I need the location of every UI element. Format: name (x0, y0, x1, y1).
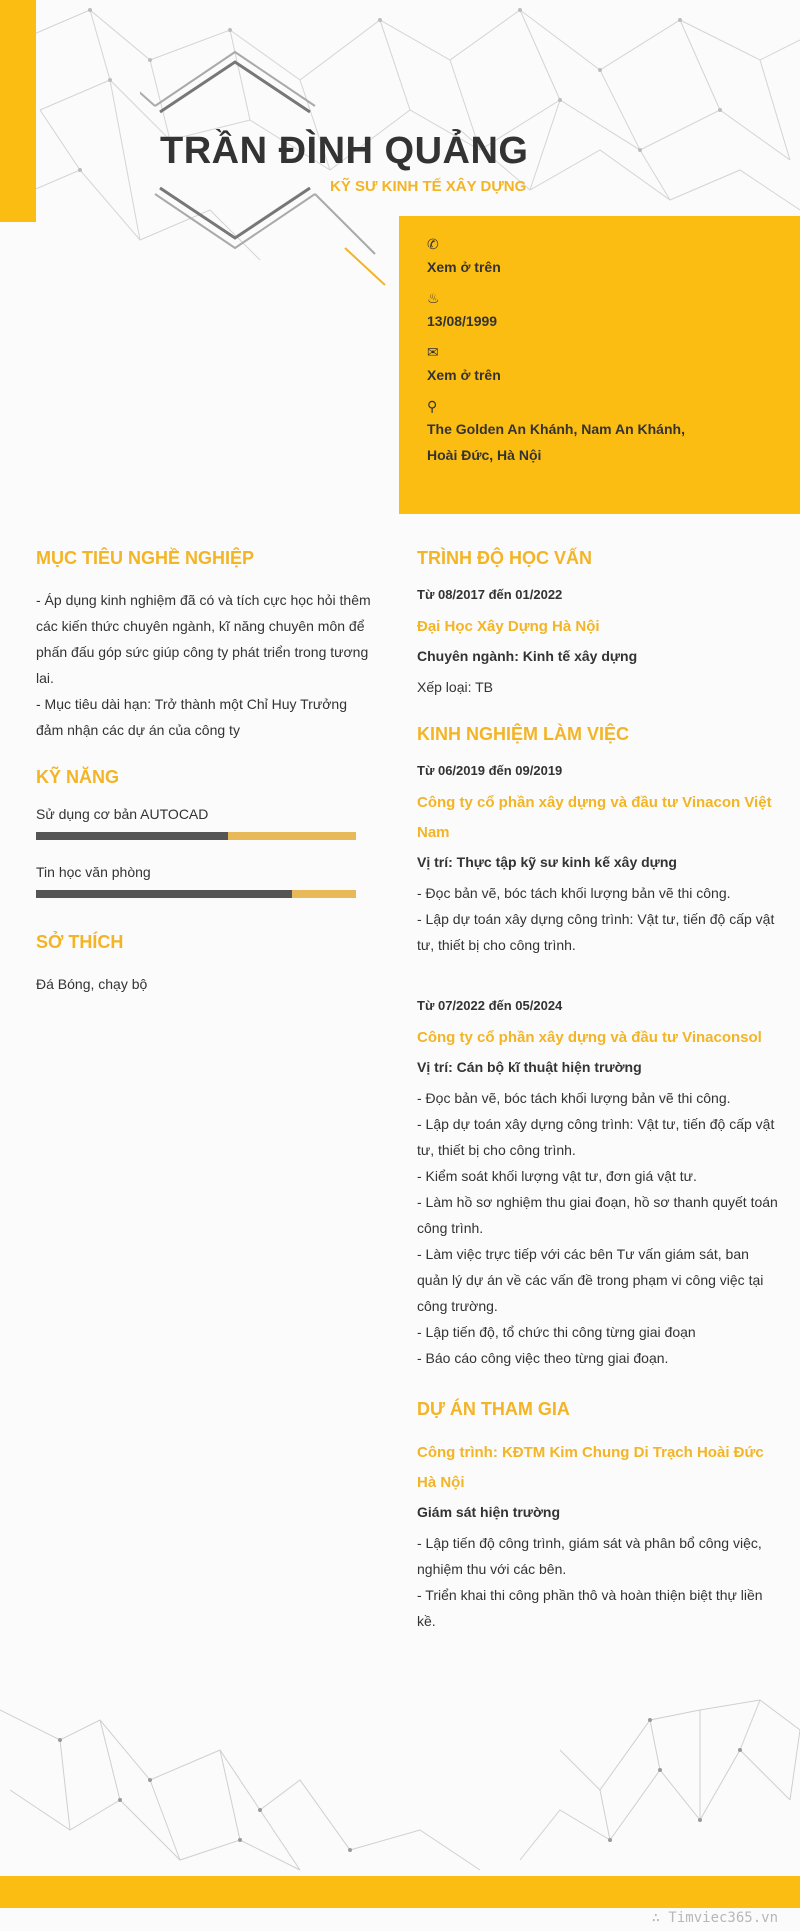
contact-birthday (427, 290, 772, 334)
job-duty: - Đọc bản vẽ, bóc tách khối lượng bản vẽ thi công. (417, 1090, 731, 1106)
career-objective-title: MỤC TIÊU NGHỀ NGHIỆP (36, 548, 255, 568)
skill-bar-fill (36, 890, 292, 898)
contact-box (399, 216, 800, 514)
skill-bar (36, 890, 356, 898)
phone-icon: ✆ (427, 236, 439, 252)
skill-name: Sử dụng cơ bản AUTOCAD (36, 806, 209, 822)
candidate-name: TRẦN ĐÌNH QUẢNG (160, 130, 529, 172)
education-title: TRÌNH ĐỘ HỌC VẤN (417, 548, 592, 568)
footer-accent-bar (0, 1876, 800, 1908)
job-duty: - Lập dự toán xây dựng công trình: Vật tư, tiến độ cấp vật tư, thiết bị cho công trình. (417, 1116, 775, 1158)
experience-title: KINH NGHIỆM LÀM VIỆC (417, 724, 630, 744)
job-position: Vị trí: Cán bộ kĩ thuật hiện trường (417, 1059, 642, 1075)
skills-title: KỸ NĂNG (36, 767, 120, 787)
job-duty: - Lập dự toán xây dựng công trình: Vật tư, tiến độ cấp vật tư, thiết bị cho công trình. (417, 911, 775, 953)
bottom-network-decoration (0, 1690, 800, 1880)
contact-phone (427, 236, 772, 280)
job-duty: - Làm việc trực tiếp với các bên Tư vấn giám sát, ban quản lý dự án về các vấn đề trong phạm vi công việc tại công trường. (417, 1246, 764, 1314)
skill-name: Tin học văn phòng (36, 864, 151, 880)
contact-email-value: Xem ở trên (427, 367, 501, 383)
job-title: KỸ SƯ KINH TẾ XÂY DỰNG (330, 178, 527, 195)
job-duty: - Lập tiến độ, tổ chức thi công từng giai đoạn (417, 1324, 696, 1340)
project-role: Giám sát hiện trường (417, 1504, 561, 1520)
job-position: Vị trí: Thực tập kỹ sư kinh kế xây dựng (417, 854, 677, 870)
job-duty: - Kiểm soát khối lượng vật tư, đơn giá vật tư. (417, 1168, 697, 1184)
education-grade: Xếp loại: TB (417, 679, 494, 695)
top-left-accent-bar (0, 0, 36, 222)
contact-email (427, 344, 772, 388)
contact-birthday-value: 13/08/1999 (427, 313, 498, 329)
project-duty: - Triển khai thi công phần thô và hoàn thiện biệt thự liền kề. (417, 1587, 763, 1629)
contact-phone-value: Xem ở trên (427, 259, 501, 275)
map-marker-icon: ⚲ (427, 398, 438, 414)
job-period: Từ 07/2022 đến 05/2024 (417, 998, 563, 1013)
job-duty: - Báo cáo công việc theo từng giai đoạn. (417, 1350, 669, 1366)
birthday-cake-icon: ♨ (427, 290, 440, 306)
career-objective-line: - Áp dụng kinh nghiệm đã có và tích cực học hỏi thêm các kiến thức chuyên ngành, kĩ năng chuyên môn để phấn đấu góp sức giúp công ty phát triển trong tương lai. (36, 592, 371, 686)
watermark: ∴ Timviec365.vn (651, 1910, 778, 1926)
contact-address (427, 398, 772, 468)
left-column (36, 548, 376, 997)
envelope-icon: ✉ (427, 344, 439, 360)
job-duty: - Đọc bản vẽ, bóc tách khối lượng bản vẽ thi công. (417, 885, 731, 901)
hobbies-title: SỞ THÍCH (36, 932, 124, 952)
education-period: Từ 08/2017 đến 01/2022 (417, 587, 563, 602)
projects-title: DỰ ÁN THAM GIA (417, 1399, 570, 1419)
education-school: Đại Học Xây Dựng Hà Nội (417, 618, 600, 635)
right-column (417, 548, 782, 1634)
skill-bar-fill (36, 832, 228, 840)
project-name: Công trình: KĐTM Kim Chung Di Trạch Hoài Đức Hà Nội (417, 1444, 764, 1491)
job-duty: - Làm hồ sơ nghiệm thu giai đoạn, hồ sơ thanh quyết toán công trình. (417, 1194, 778, 1236)
job-company: Công ty cổ phần xây dựng và đầu tư Vinaconsol (417, 1029, 762, 1046)
education-major: Chuyên ngành: Kinh tế xây dựng (417, 648, 638, 664)
skill-bar (36, 832, 356, 840)
project-duty: - Lập tiến độ công trình, giám sát và phân bổ công việc, nghiệm thu với các bên. (417, 1535, 762, 1577)
job-company: Công ty cổ phần xây dựng và đầu tư Vinacon Việt Nam (417, 794, 772, 841)
career-objective-line: - Mục tiêu dài hạn: Trở thành một Chỉ Huy Trưởng đảm nhận các dự án của công ty (36, 696, 347, 738)
hobbies-text: Đá Bóng, chạy bộ (36, 976, 148, 992)
job-period: Từ 06/2019 đến 09/2019 (417, 763, 563, 778)
contact-address-value: The Golden An Khánh, Nam An Khánh, Hoài Đức, Hà Nội (427, 421, 685, 463)
